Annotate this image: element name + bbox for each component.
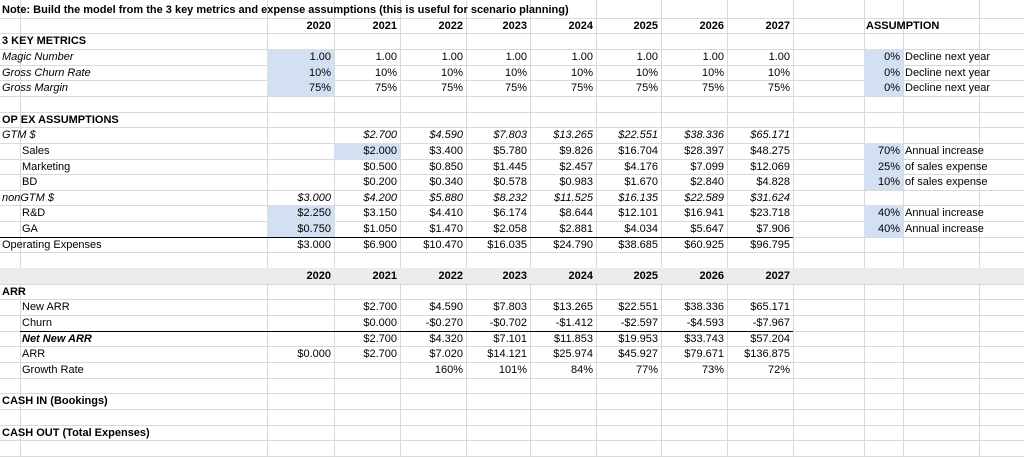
opex-value[interactable]: $4.200 bbox=[363, 192, 397, 204]
arr-value[interactable]: 73% bbox=[701, 364, 724, 376]
arr-value[interactable]: $0.000 bbox=[297, 348, 331, 360]
opex-value[interactable]: $5.780 bbox=[493, 145, 527, 157]
metric-value[interactable]: 1.00 bbox=[636, 51, 658, 63]
arr-value[interactable]: $2.700 bbox=[363, 348, 397, 360]
arr-value[interactable] bbox=[267, 362, 334, 378]
opex-value[interactable]: $0.200 bbox=[363, 176, 397, 188]
opex-value[interactable]: $5.880 bbox=[429, 192, 463, 204]
row-gridline bbox=[0, 96, 1024, 97]
assumption-pct[interactable]: 70% bbox=[864, 143, 903, 159]
year-header[interactable]: 2026 bbox=[699, 270, 724, 282]
arr-value[interactable]: $57.204 bbox=[750, 333, 790, 345]
opex-value[interactable]: $2.881 bbox=[559, 223, 593, 235]
metric-value[interactable]: 75% bbox=[504, 82, 527, 94]
arr-label[interactable]: Growth Rate bbox=[22, 364, 84, 376]
opex-value[interactable]: $16.135 bbox=[618, 192, 658, 204]
arr-value[interactable]: 77% bbox=[635, 364, 658, 376]
arr-value[interactable]: -$2.597 bbox=[620, 317, 658, 329]
metric-value[interactable]: 10% bbox=[635, 67, 658, 79]
arr-value[interactable]: $38.336 bbox=[684, 301, 724, 313]
opex-value[interactable]: $0.750 bbox=[267, 221, 334, 237]
opex-value[interactable]: $7.099 bbox=[690, 161, 724, 173]
assumption-pct[interactable]: 10% bbox=[864, 174, 903, 190]
arr-value[interactable]: 160% bbox=[434, 364, 463, 376]
opex-label[interactable]: GA bbox=[22, 223, 38, 235]
arr-value[interactable]: $7.020 bbox=[429, 348, 463, 360]
arr-value[interactable] bbox=[334, 362, 400, 378]
arr-value[interactable]: $65.171 bbox=[750, 301, 790, 313]
arr-value[interactable]: 101% bbox=[498, 364, 527, 376]
opex-value[interactable]: $28.397 bbox=[684, 145, 724, 157]
opex-value[interactable]: $2.000 bbox=[334, 143, 400, 159]
assumption-pct[interactable]: 0% bbox=[864, 80, 903, 96]
assumption-header[interactable]: ASSUMPTION bbox=[866, 20, 940, 32]
metric-value[interactable]: 1.00 bbox=[571, 51, 593, 63]
opex-value[interactable]: $4.590 bbox=[429, 129, 463, 141]
opex-value[interactable]: $60.925 bbox=[684, 239, 724, 251]
opex-value[interactable]: $0.983 bbox=[559, 176, 593, 188]
section-title-cash-in[interactable]: CASH IN (Bookings) bbox=[2, 395, 108, 407]
metric-value[interactable]: 1.00 bbox=[375, 51, 397, 63]
metric-label[interactable]: Gross Margin bbox=[2, 82, 69, 94]
arr-value[interactable]: $33.743 bbox=[684, 333, 724, 345]
opex-value[interactable]: $96.795 bbox=[750, 239, 790, 251]
arr-label[interactable]: New ARR bbox=[22, 301, 70, 313]
arr-value[interactable]: -$1.412 bbox=[555, 317, 593, 329]
opex-value[interactable]: $6.900 bbox=[363, 239, 397, 251]
section-title-cash-out[interactable]: CASH OUT (Total Expenses) bbox=[2, 427, 150, 439]
opex-value[interactable]: $1.050 bbox=[363, 223, 397, 235]
row-gridline bbox=[0, 409, 1024, 410]
opex-value[interactable] bbox=[267, 159, 334, 175]
arr-value[interactable]: $4.590 bbox=[429, 301, 463, 313]
arr-value[interactable]: -$4.593 bbox=[686, 317, 724, 329]
opex-label[interactable]: GTM $ bbox=[2, 129, 36, 141]
opex-value[interactable]: $38.336 bbox=[684, 129, 724, 141]
opex-label[interactable]: BD bbox=[22, 176, 38, 188]
assumption-desc[interactable]: Decline next year bbox=[905, 67, 990, 79]
opex-value[interactable]: $6.174 bbox=[493, 207, 527, 219]
opex-value[interactable]: $8.232 bbox=[493, 192, 527, 204]
section-title-arr[interactable]: ARR bbox=[2, 286, 26, 298]
opex-value[interactable]: $0.850 bbox=[429, 161, 463, 173]
arr-label[interactable]: Net New ARR bbox=[22, 333, 92, 345]
opex-value[interactable]: $0.500 bbox=[363, 161, 397, 173]
opex-label[interactable]: Operating Expenses bbox=[2, 239, 102, 251]
total-underline bbox=[0, 237, 793, 238]
arr-value[interactable]: $7.803 bbox=[493, 301, 527, 313]
opex-value[interactable]: $38.685 bbox=[618, 239, 658, 251]
opex-value[interactable]: $31.624 bbox=[750, 192, 790, 204]
arr-value[interactable]: $25.974 bbox=[553, 348, 593, 360]
assumption-desc[interactable]: Annual increase bbox=[905, 207, 984, 219]
arr-value[interactable] bbox=[267, 299, 334, 315]
arr-value[interactable]: -$7.967 bbox=[752, 317, 790, 329]
opex-value[interactable]: $2.700 bbox=[363, 129, 397, 141]
arr-value[interactable]: $2.700 bbox=[363, 301, 397, 313]
arr-value[interactable]: 72% bbox=[767, 364, 790, 376]
assumption-desc[interactable]: of sales expense bbox=[905, 161, 988, 173]
opex-value[interactable]: $9.826 bbox=[559, 145, 593, 157]
arr-value[interactable]: $13.265 bbox=[553, 301, 593, 313]
year-header[interactable]: 2020 bbox=[306, 270, 331, 282]
opex-value[interactable]: $8.644 bbox=[559, 207, 593, 219]
assumption-pct[interactable]: 0% bbox=[864, 49, 903, 65]
opex-value[interactable]: $65.171 bbox=[750, 129, 790, 141]
assumption-pct[interactable]: 0% bbox=[864, 65, 903, 81]
opex-value[interactable]: $3.000 bbox=[297, 192, 331, 204]
opex-value[interactable]: $13.265 bbox=[553, 129, 593, 141]
arr-value[interactable]: $2.700 bbox=[363, 333, 397, 345]
opex-value[interactable]: $1.670 bbox=[624, 176, 658, 188]
arr-value[interactable]: 84% bbox=[570, 364, 593, 376]
year-header[interactable]: 2023 bbox=[502, 20, 527, 32]
arr-value[interactable]: $22.551 bbox=[618, 301, 658, 313]
metric-value[interactable]: 75% bbox=[635, 82, 658, 94]
arr-value[interactable]: $14.121 bbox=[487, 348, 527, 360]
arr-label[interactable]: ARR bbox=[22, 348, 46, 360]
year-header[interactable]: 2025 bbox=[633, 20, 658, 32]
year-header[interactable]: 2021 bbox=[372, 20, 397, 32]
arr-value[interactable]: $45.927 bbox=[618, 348, 658, 360]
opex-value[interactable]: $3.000 bbox=[297, 239, 331, 251]
metric-value[interactable]: 1.00 bbox=[702, 51, 724, 63]
arr-value[interactable]: -$0.702 bbox=[489, 317, 527, 329]
opex-value[interactable]: $0.578 bbox=[493, 176, 527, 188]
year-header[interactable]: 2027 bbox=[765, 270, 790, 282]
opex-value[interactable]: $22.589 bbox=[684, 192, 724, 204]
arr-value[interactable]: $136.875 bbox=[744, 348, 790, 360]
assumption-pct[interactable]: 40% bbox=[864, 221, 903, 237]
metric-value[interactable]: 1.00 bbox=[441, 51, 463, 63]
note-text[interactable]: Note: Build the model from the 3 key metrics and expense assumptions (this is useful for scenario planning) bbox=[2, 4, 569, 16]
opex-value[interactable]: $5.647 bbox=[690, 223, 724, 235]
opex-value[interactable]: $2.840 bbox=[690, 176, 724, 188]
opex-value[interactable]: $3.400 bbox=[429, 145, 463, 157]
metric-label[interactable]: Gross Churn Rate bbox=[2, 67, 91, 79]
year-header[interactable]: 2025 bbox=[633, 270, 658, 282]
arr-value[interactable]: $79.671 bbox=[684, 348, 724, 360]
metric-value[interactable]: 75% bbox=[440, 82, 463, 94]
opex-value[interactable]: $7.803 bbox=[493, 129, 527, 141]
metric-value[interactable]: 10% bbox=[570, 67, 593, 79]
opex-value[interactable]: $1.470 bbox=[429, 223, 463, 235]
metric-value[interactable]: 75% bbox=[374, 82, 397, 94]
year-header[interactable]: 2026 bbox=[699, 20, 724, 32]
opex-value[interactable]: $16.941 bbox=[684, 207, 724, 219]
metric-value[interactable]: 1.00 bbox=[505, 51, 527, 63]
opex-label[interactable]: Sales bbox=[22, 145, 50, 157]
opex-value[interactable]: $4.176 bbox=[624, 161, 658, 173]
assumption-desc[interactable]: Decline next year bbox=[905, 82, 990, 94]
arr-value[interactable]: $4.320 bbox=[429, 333, 463, 345]
opex-value[interactable]: $4.034 bbox=[624, 223, 658, 235]
arr-label[interactable]: Churn bbox=[22, 317, 52, 329]
section-title-key-metrics[interactable]: 3 KEY METRICS bbox=[2, 35, 87, 47]
metric-value[interactable]: 10% bbox=[267, 65, 334, 81]
metric-value[interactable]: 10% bbox=[504, 67, 527, 79]
metric-value[interactable]: 1.00 bbox=[768, 51, 790, 63]
arr-value[interactable]: -$0.270 bbox=[425, 317, 463, 329]
opex-value[interactable]: $2.250 bbox=[267, 205, 334, 221]
opex-value[interactable]: $2.457 bbox=[559, 161, 593, 173]
year-header[interactable]: 2027 bbox=[765, 20, 790, 32]
assumption-desc[interactable]: Annual increase bbox=[905, 223, 984, 235]
metric-value[interactable]: 75% bbox=[701, 82, 724, 94]
opex-value[interactable] bbox=[267, 127, 334, 143]
opex-value[interactable]: $2.058 bbox=[493, 223, 527, 235]
opex-value[interactable] bbox=[267, 174, 334, 190]
opex-value[interactable]: $48.275 bbox=[750, 145, 790, 157]
opex-value[interactable]: $11.525 bbox=[554, 192, 593, 204]
opex-value[interactable]: $4.828 bbox=[756, 176, 790, 188]
opex-value[interactable]: $4.410 bbox=[429, 207, 463, 219]
year-header[interactable]: 2022 bbox=[438, 270, 463, 282]
year-header[interactable]: 2021 bbox=[372, 270, 397, 282]
assumption-desc[interactable]: Decline next year bbox=[905, 51, 990, 63]
opex-value[interactable]: $22.551 bbox=[618, 129, 658, 141]
opex-value[interactable]: $10.470 bbox=[423, 239, 463, 251]
opex-value[interactable] bbox=[267, 143, 334, 159]
opex-value[interactable]: $12.069 bbox=[750, 161, 790, 173]
opex-value[interactable]: $7.906 bbox=[756, 223, 790, 235]
arr-value[interactable]: $7.101 bbox=[493, 333, 527, 345]
metric-value[interactable]: 10% bbox=[701, 67, 724, 79]
opex-value[interactable]: $12.101 bbox=[618, 207, 658, 219]
opex-label[interactable]: nonGTM $ bbox=[2, 192, 54, 204]
arr-value[interactable] bbox=[267, 315, 334, 331]
year-header[interactable]: 2022 bbox=[438, 20, 463, 32]
arr-value[interactable]: $11.853 bbox=[554, 333, 593, 345]
metric-value[interactable]: 10% bbox=[767, 67, 790, 79]
opex-value[interactable]: $3.150 bbox=[363, 207, 397, 219]
opex-value[interactable]: $0.340 bbox=[429, 176, 463, 188]
opex-value[interactable]: $16.035 bbox=[487, 239, 527, 251]
year-header[interactable]: 2020 bbox=[306, 20, 331, 32]
year-header[interactable]: 2024 bbox=[568, 270, 593, 282]
arr-value[interactable]: $0.000 bbox=[363, 317, 397, 329]
subtotal-underline bbox=[20, 331, 793, 332]
opex-value[interactable]: $24.790 bbox=[553, 239, 593, 251]
metric-value[interactable]: 10% bbox=[440, 67, 463, 79]
metric-label[interactable]: Magic Number bbox=[2, 51, 74, 63]
metric-value[interactable]: 1.00 bbox=[267, 49, 334, 65]
metric-value[interactable]: 75% bbox=[570, 82, 593, 94]
arr-value[interactable] bbox=[267, 331, 334, 347]
opex-value[interactable]: $16.704 bbox=[618, 145, 658, 157]
metric-value[interactable]: 10% bbox=[374, 67, 397, 79]
assumption-desc[interactable]: of sales expense bbox=[905, 176, 988, 188]
opex-label[interactable]: R&D bbox=[22, 207, 46, 219]
arr-value[interactable]: $19.953 bbox=[618, 333, 658, 345]
section-title-opex[interactable]: OP EX ASSUMPTIONS bbox=[2, 114, 119, 126]
column-gridline bbox=[793, 0, 794, 457]
opex-value[interactable]: $23.718 bbox=[750, 207, 790, 219]
assumption-pct[interactable]: 25% bbox=[864, 159, 903, 175]
opex-label[interactable]: Marketing bbox=[22, 161, 71, 173]
assumption-desc[interactable]: Annual increase bbox=[905, 145, 984, 157]
row-gridline bbox=[0, 378, 1024, 379]
year-header[interactable]: 2023 bbox=[502, 270, 527, 282]
year-header[interactable]: 2024 bbox=[568, 20, 593, 32]
metric-value[interactable]: 75% bbox=[267, 80, 334, 96]
assumption-pct[interactable]: 40% bbox=[864, 205, 903, 221]
opex-value[interactable]: $1.445 bbox=[493, 161, 527, 173]
metric-value[interactable]: 75% bbox=[767, 82, 790, 94]
